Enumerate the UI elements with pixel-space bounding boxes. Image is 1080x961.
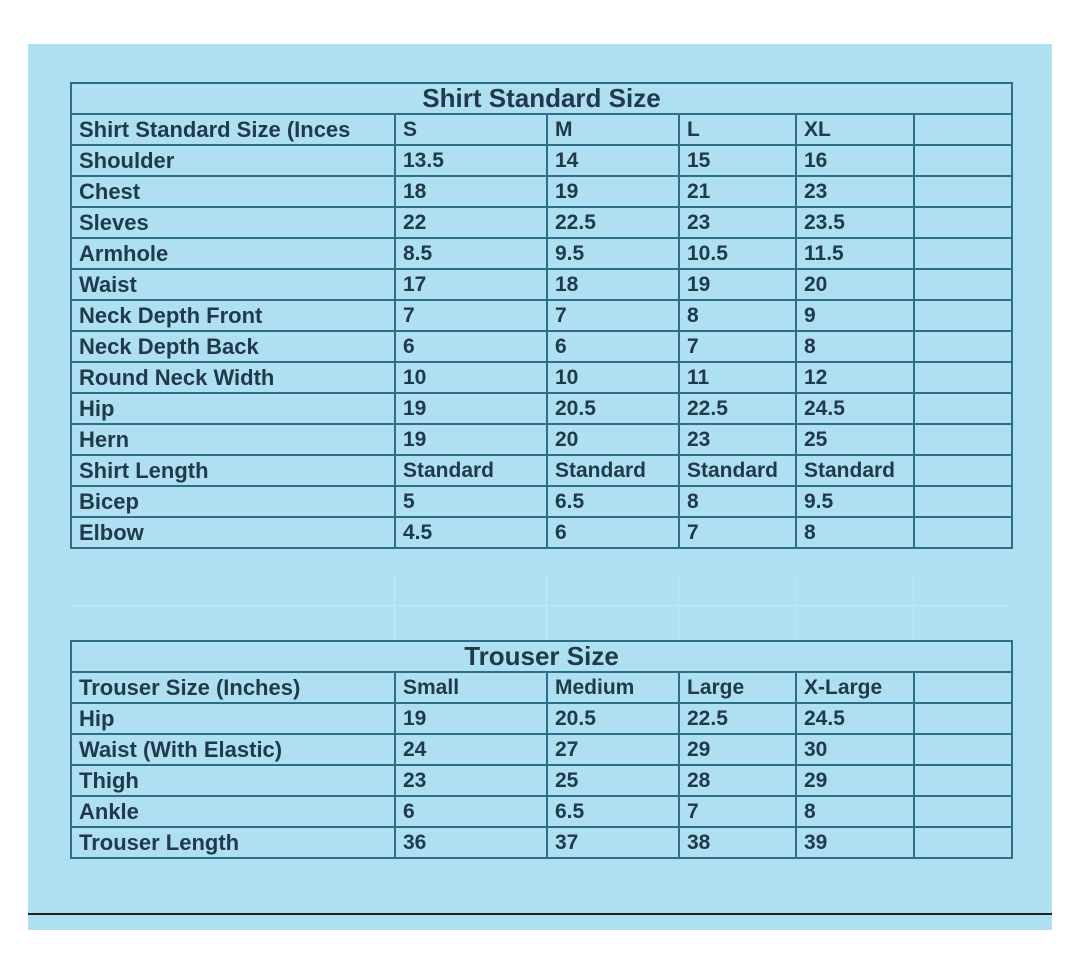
table-row [71,331,1012,362]
table-row [71,486,1012,517]
row-label: Thigh [71,765,395,796]
table-cell: Standard [796,455,914,486]
table-cell: 23 [395,765,547,796]
column-header: XL [796,114,914,145]
table-cell: 8 [679,486,796,517]
table-cell: 17 [395,269,547,300]
table-cell [914,424,1012,455]
table-spacer [70,573,1011,640]
row-label: Waist (With Elastic) [71,734,395,765]
table-cell: 20 [796,269,914,300]
table-cell: 30 [796,734,914,765]
row-label: Shirt Length [71,455,395,486]
table-cell [914,765,1012,796]
table-row [71,238,1012,269]
table-cell [914,207,1012,238]
table-cell: 8 [796,796,914,827]
table-row [71,796,1012,827]
table-cell: 21 [679,176,796,207]
table-cell [914,517,1012,548]
table-cell: 16 [796,145,914,176]
table-row [71,455,1012,486]
table-cell [914,300,1012,331]
shirt-size-table [70,82,1013,549]
table-cell: 6 [395,796,547,827]
table-cell: 25 [547,765,679,796]
row-label: Chest [71,176,395,207]
table-cell: 7 [679,796,796,827]
table-cell: 8 [796,331,914,362]
table-cell: 22.5 [679,703,796,734]
table-cell: 38 [679,827,796,858]
table-cell: 24 [395,734,547,765]
table-cell: 12 [796,362,914,393]
table-cell: 9.5 [547,238,679,269]
row-label: Bicep [71,486,395,517]
table-cell: 23 [679,207,796,238]
table-cell: 22.5 [547,207,679,238]
table-cell [914,796,1012,827]
table-row [71,424,1012,455]
table-cell: 20 [547,424,679,455]
table-cell [914,269,1012,300]
table-cell: 24.5 [796,393,914,424]
table-cell: 6.5 [547,486,679,517]
column-header: X-Large [796,672,914,703]
shirt-header-label: Shirt Standard Size (Inces [71,114,395,145]
table-cell: 8 [796,517,914,548]
table-cell [914,734,1012,765]
table-cell [914,486,1012,517]
row-label: Hip [71,703,395,734]
table-cell: 7 [679,331,796,362]
column-header: Medium [547,672,679,703]
table-cell: 6.5 [547,796,679,827]
table-cell: 15 [679,145,796,176]
table-cell: 10 [547,362,679,393]
row-label: Elbow [71,517,395,548]
trouser-header-label: Trouser Size (Inches) [71,672,395,703]
table-cell: 9 [796,300,914,331]
table-cell: 19 [395,703,547,734]
table-cell: 39 [796,827,914,858]
table-cell: 11 [679,362,796,393]
table-cell: 22 [395,207,547,238]
table-cell: 19 [547,176,679,207]
column-header [914,672,1012,703]
column-header: S [395,114,547,145]
shirt-header-row [71,114,1012,145]
table-cell: 9.5 [796,486,914,517]
table-cell [914,362,1012,393]
row-label: Armhole [71,238,395,269]
table-cell: 27 [547,734,679,765]
table-cell: 14 [547,145,679,176]
table-cell: 18 [395,176,547,207]
table-row [71,827,1012,858]
table-cell: 19 [395,393,547,424]
table-cell: 28 [679,765,796,796]
table-cell: 20.5 [547,703,679,734]
table-cell: 7 [547,300,679,331]
table-cell [914,145,1012,176]
table-cell [914,703,1012,734]
table-row [71,703,1012,734]
table-cell: 18 [547,269,679,300]
table-cell: 6 [547,517,679,548]
column-header: Large [679,672,796,703]
table-cell: 8 [679,300,796,331]
trouser-table-title: Trouser Size [71,641,1012,672]
table-row [71,362,1012,393]
column-header: Small [395,672,547,703]
column-header [914,114,1012,145]
table-cell: 25 [796,424,914,455]
row-label: Round Neck Width [71,362,395,393]
table-cell: 24.5 [796,703,914,734]
row-label: Shoulder [71,145,395,176]
table-cell: 23 [796,176,914,207]
table-row [71,176,1012,207]
table-cell: 10 [395,362,547,393]
table-row [71,207,1012,238]
table-cell: 19 [679,269,796,300]
table-cell: 29 [796,765,914,796]
row-label: Waist [71,269,395,300]
bottom-divider [28,913,1052,915]
table-cell: 5 [395,486,547,517]
shirt-table-title: Shirt Standard Size [71,83,1012,114]
table-cell: 19 [395,424,547,455]
table-cell: 22.5 [679,393,796,424]
table-row [71,734,1012,765]
table-cell [914,331,1012,362]
table-cell: 13.5 [395,145,547,176]
table-cell [914,393,1012,424]
table-cell: 36 [395,827,547,858]
table-cell: 20.5 [547,393,679,424]
table-cell: 10.5 [679,238,796,269]
table-cell: 11.5 [796,238,914,269]
table-row [71,393,1012,424]
table-cell: 6 [395,331,547,362]
table-cell: 8.5 [395,238,547,269]
table-cell: Standard [679,455,796,486]
table-row [71,269,1012,300]
row-label: Neck Depth Back [71,331,395,362]
table-cell: 29 [679,734,796,765]
table-row [71,145,1012,176]
table-cell: 6 [547,331,679,362]
table-cell: 4.5 [395,517,547,548]
trouser-title-row [71,641,1012,672]
table-row [71,517,1012,548]
column-header: L [679,114,796,145]
table-cell: Standard [395,455,547,486]
table-cell [914,455,1012,486]
row-label: Hip [71,393,395,424]
shirt-title-row [71,83,1012,114]
table-cell [914,827,1012,858]
trouser-size-table [70,640,1013,859]
table-cell: 23.5 [796,207,914,238]
row-label: Hern [71,424,395,455]
trouser-header-row [71,672,1012,703]
row-label: Sleves [71,207,395,238]
row-label: Trouser Length [71,827,395,858]
table-cell: 7 [679,517,796,548]
table-cell [914,176,1012,207]
table-row [71,765,1012,796]
table-row [71,300,1012,331]
table-cell [914,238,1012,269]
row-label: Neck Depth Front [71,300,395,331]
table-cell: 7 [395,300,547,331]
table-cell: 23 [679,424,796,455]
row-label: Ankle [71,796,395,827]
table-cell: 37 [547,827,679,858]
column-header: M [547,114,679,145]
table-cell: Standard [547,455,679,486]
